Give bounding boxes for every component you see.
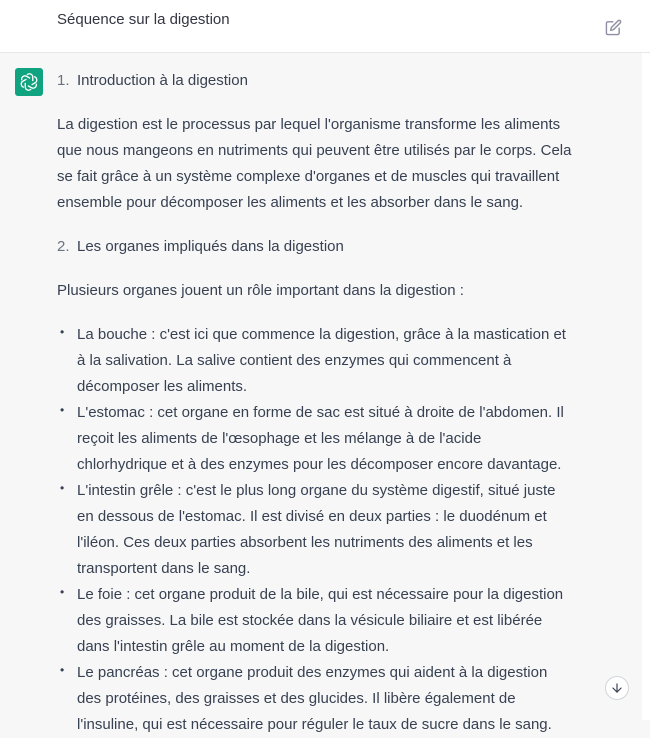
conversation-header <box>0 0 650 53</box>
section-title: Introduction à la digestion <box>77 72 248 89</box>
assistant-logo-icon <box>19 72 39 92</box>
arrow-down-icon <box>610 681 624 695</box>
scroll-to-bottom-button[interactable] <box>605 676 629 700</box>
assistant-message <box>57 68 572 738</box>
edit-icon[interactable] <box>605 19 622 36</box>
list-item: • L'intestin grêle : c'est le plus long organe du système digestif, situé juste en dessous de l'estomac. Il est divisé en deux parties : le duodénum et l'iléon. Ces deux parties absorbent les nutriments des aliments et les transportent dans le sang. <box>57 478 572 582</box>
section-heading-2 <box>57 234 572 260</box>
assistant-avatar <box>15 68 43 96</box>
intro-paragraph: La digestion est le processus par lequel l'organisme transforme les aliments que nous mangeons en nutriments qui peuvent être utilisés par le corps. Cela se fait grâce à un système complexe d'organes et de muscles qui travaillent ensemble pour décomposer les aliments et les absorber dans le sang. <box>57 116 572 211</box>
list-item: • Le pancréas : cet organe produit des enzymes qui aident à la digestion des protéines, des graisses et des glucides. Il libère également de l'insuline, qui est nécessaire pour réguler le taux de sucre dans le sang. <box>57 660 572 738</box>
scroll-track <box>642 53 650 720</box>
section-number: 2. <box>57 238 70 255</box>
conversation-title: Séquence sur la digestion <box>57 11 230 28</box>
organs-intro: Plusieurs organes jouent un rôle important dans la digestion : <box>57 282 464 299</box>
list-item: • Le foie : cet organe produit de la bile, qui est nécessaire pour la digestion des graisses. La bile est stockée dans la vésicule biliaire et est libérée dans l'intestin grêle au moment de la digestion. <box>57 582 572 660</box>
section-number: 1. <box>57 72 70 89</box>
list-item: • La bouche : c'est ici que commence la digestion, grâce à la mastication et à la salivation. La salive contient des enzymes qui commencent à décomposer les aliments. <box>57 322 572 400</box>
organ-list <box>57 322 572 738</box>
list-item: • L'estomac : cet organe en forme de sac est situé à droite de l'abdomen. Il reçoit les aliments de l'œsophage et les mélange à de l'acide chlorhydrique et à des enzymes pour les décomposer encore davantage. <box>57 400 572 478</box>
section-title: Les organes impliqués dans la digestion <box>77 238 344 255</box>
section-heading-1 <box>57 68 572 94</box>
